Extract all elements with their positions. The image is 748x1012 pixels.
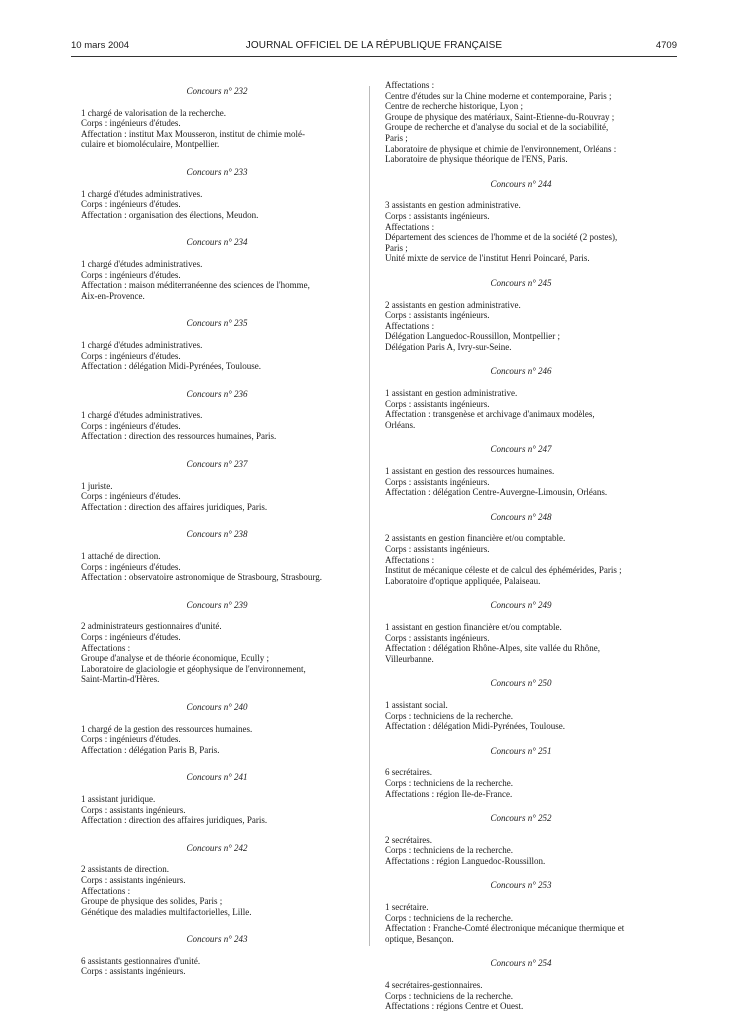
concours-block [375,444,667,511]
concours-text-line: Groupe de physique des matériaux, Saint-Etienne-du-Rouvray ; [385,111,615,122]
concours-text-line: 2 assistants en gestion financière et/ou comptable. [385,533,566,544]
block-spacer [375,799,667,813]
concours-text-line: Affectation : direction des ressources humaines, Paris. [81,431,277,442]
concours-text-line: 1 assistant en gestion financière et/ou comptable. [385,621,562,632]
concours-text-line: Affectations : [385,221,435,232]
concours-text-line: Corps : ingénieurs d'études. [81,269,181,280]
concours-block [71,843,363,935]
concours-title: Concours n° 233 [186,166,248,177]
concours-text-line: Affectations : [81,885,131,896]
concours-title: Concours n° 241 [186,772,248,783]
concours-block [375,366,667,444]
block-spacer [71,755,363,772]
concours-text-line: Corps : techniciens de la recherche. [385,777,513,788]
column-divider [369,86,370,946]
concours-text-line: Génétique des maladies multifactorielles, Lille. [81,906,252,917]
right-column [375,80,667,1012]
page-header [71,40,677,54]
concours-block [375,179,667,278]
concours-text-line: 1 chargé d'études administratives. [81,188,203,199]
concours-text-line: 1 juriste. [81,480,113,491]
block-spacer [375,944,667,958]
concours-text-line: Laboratoire d'optique appliquée, Palaiseau. [385,575,541,586]
concours-text-line: Affectations : [81,642,131,653]
concours-text-line: Affectation : direction des affaires juridiques, Paris. [81,815,268,826]
block-spacer [375,165,667,179]
concours-text-line: Aix-en-Provence. [81,290,145,301]
block-spacer [375,352,667,366]
concours-block [375,958,667,1011]
concours-text-line: Affectation : institut Max Mousseron, institut de chimie molé- [81,128,306,139]
concours-text-line: Affectation : direction des affaires juridiques, Paris. [81,501,268,512]
concours-text-line: Corps : ingénieurs d'études. [81,199,181,210]
concours-block [375,80,667,179]
concours-block [375,600,667,678]
concours-block [375,746,667,813]
concours-text-line: 2 assistants de direction. [81,864,169,875]
block-spacer [71,583,363,600]
concours-block [71,772,363,842]
concours-text-line: Affectation : Franche-Comté électronique mécanique thermique et [385,923,625,934]
concours-text-line: 6 assistants gestionnaires d'unité. [81,955,201,966]
concours-text-line: Corps : ingénieurs d'études. [81,350,181,361]
concours-block [71,389,363,459]
concours-text-line: 1 chargé de valorisation de la recherche. [81,107,227,118]
concours-title: Concours n° 252 [490,813,552,824]
concours-block [71,86,363,167]
block-spacer [71,372,363,389]
concours-text-line: Corps : ingénieurs d'études. [81,561,181,572]
concours-text-line: Centre d'études sur la Chine moderne et contemporaine, Paris ; [385,90,612,101]
concours-text-line: 2 secrétaires. [385,834,432,845]
concours-text-line: Affectations : région Ile-de-France. [385,788,513,799]
concours-title: Concours n° 245 [490,277,552,288]
concours-text-line: Corps : assistants ingénieurs. [385,476,490,487]
concours-title: Concours n° 253 [490,880,552,891]
left-column [71,86,363,977]
concours-title: Concours n° 242 [186,842,248,853]
concours-title: Concours n° 254 [490,958,552,969]
concours-text-line: Corps : techniciens de la recherche. [385,845,513,856]
concours-text-line: 1 assistant en gestion administrative. [385,388,518,399]
block-spacer [375,264,667,278]
concours-text-line: 1 assistant social. [385,699,448,710]
concours-text-line: Corps : assistants ingénieurs. [385,632,490,643]
concours-text-line: Affectation : délégation Rhône-Alpes, site vallée du Rhône, [385,643,601,654]
concours-text-line: Affectations : région Languedoc-Roussillon. [385,855,546,866]
block-spacer [375,430,667,444]
concours-title: Concours n° 235 [186,318,248,329]
concours-text-line: Affectation : maison méditerranéenne des sciences de l'homme, [81,280,310,291]
concours-title: Concours n° 238 [186,529,248,540]
concours-text-line: Laboratoire de physique théorique de l'ENS, Paris. [385,154,568,165]
concours-title: Concours n° 248 [490,511,552,522]
concours-text-line: Affectations : [385,320,435,331]
concours-text-line: Corps : ingénieurs d'études. [81,118,181,129]
concours-block [71,459,363,529]
concours-text-line: Corps : techniciens de la recherche. [385,990,513,1001]
concours-text-line: Délégation Paris A, Ivry-sur-Seine. [385,341,512,352]
block-spacer [71,826,363,843]
concours-block [71,318,363,388]
concours-text-line: Affectation : transgenèse et archivage d'animaux modèles, [385,409,595,420]
concours-text-line: optique, Besançon. [385,933,454,944]
concours-text-line: 1 assistant en gestion des ressources humaines. [385,466,555,477]
concours-title: Concours n° 246 [490,366,552,377]
concours-text-line: Corps : ingénieurs d'études. [81,420,181,431]
block-spacer [71,685,363,702]
concours-text-line: Affectation : organisation des élections, Meudon. [81,209,259,220]
concours-text-line: 1 chargé d'études administratives. [81,410,203,421]
concours-text-line: Affectations : [385,554,435,565]
concours-block [375,813,667,880]
concours-block [375,278,667,367]
concours-text-line: Groupe de recherche et d'analyse du social et de la sociabilité, [385,122,609,133]
concours-title: Concours n° 243 [186,934,248,945]
block-spacer [71,220,363,237]
block-spacer [71,917,363,934]
header-journal-title: JOURNAL OFFICIEL DE LA RÉPUBLIQUE FRANÇAISE [245,40,503,51]
block-spacer [71,442,363,459]
concours-text-line: Corps : assistants ingénieurs. [81,804,186,815]
concours-text-line: 1 assistant juridique. [81,793,156,804]
block-spacer [375,664,667,678]
block-spacer [375,586,667,600]
concours-text-line: Centre de recherche historique, Lyon ; [385,101,523,112]
concours-text-line: Corps : assistants ingénieurs. [385,544,490,554]
concours-text-line: Corps : ingénieurs d'études. [81,491,181,502]
concours-text-line: 1 chargé d'études administratives. [81,339,203,350]
concours-text-line: Corps : assistants ingénieurs. [81,966,186,977]
concours-block [375,512,667,601]
concours-text-line: Unité mixte de service de l'institut Henri Poincaré, Paris. [385,253,590,264]
concours-text-line: Délégation Languedoc-Roussillon, Montpellier ; [385,331,560,342]
concours-text-line: 4 secrétaires-gestionnaires. [385,980,483,991]
concours-text-line: 3 assistants en gestion administrative. [385,200,521,211]
concours-text-line: Affectation : délégation Centre-Auvergne-Limousin, Orléans. [385,487,608,498]
concours-title: Concours n° 250 [490,678,552,689]
concours-text-line: Département des sciences de l'homme et de la société (2 postes), [385,232,618,243]
concours-text-line: Corps : assistants ingénieurs. [385,310,490,321]
concours-title: Concours n° 247 [490,444,552,455]
concours-title: Concours n° 234 [186,237,248,248]
concours-text-line: Affectations : [385,80,435,90]
concours-text-line: 2 assistants en gestion administrative. [385,299,521,310]
concours-text-line: Affectation : observatoire astronomique de Strasbourg, Strasbourg. [81,572,322,583]
concours-title: Concours n° 244 [490,178,552,189]
concours-block [71,167,363,237]
concours-text-line: 6 secrétaires. [385,767,432,778]
concours-text-line: Laboratoire de physique et chimie de l'environnement, Orléans : [385,143,617,154]
concours-text-line: Affectation : délégation Midi-Pyrénées, Toulouse. [385,721,565,732]
concours-block [375,880,667,958]
concours-text-line: Corps : assistants ingénieurs. [385,398,490,409]
header-date: 10 mars 2004 [71,40,130,51]
concours-text-line: Corps : assistants ingénieurs. [81,874,186,885]
concours-block [71,237,363,318]
block-spacer [375,866,667,880]
header-page-number: 4709 [655,40,677,51]
concours-text-line: Villeurbanne. [385,653,434,664]
concours-title: Concours n° 232 [186,86,248,96]
concours-text-line: Paris ; [385,132,408,143]
concours-text-line: Laboratoire de glaciologie et géophysique de l'environnement, [81,663,306,674]
concours-title: Concours n° 237 [186,459,248,470]
concours-text-line: Affectation : délégation Paris B, Paris. [81,744,220,755]
concours-title: Concours n° 240 [186,701,248,712]
concours-text-line: Corps : ingénieurs d'études. [81,632,181,642]
concours-text-line: Corps : ingénieurs d'études. [81,734,181,745]
concours-text-line: Orléans. [385,419,416,430]
concours-text-line: Groupe de physique des solides, Paris ; [81,896,223,907]
concours-block [375,678,667,745]
concours-text-line: Corps : assistants ingénieurs. [385,210,490,221]
concours-text-line: Groupe d'analyse et de théorie économique, Ecully ; [81,653,270,664]
concours-title: Concours n° 236 [186,388,248,399]
concours-text-line: Corps : techniciens de la recherche. [385,710,513,721]
concours-text-line: 1 secrétaire. [385,902,429,913]
block-spacer [71,512,363,529]
concours-text-line: 1 chargé de la gestion des ressources humaines. [81,723,253,734]
concours-text-line: 2 administrateurs gestionnaires d'unité. [81,621,222,632]
concours-block [71,529,363,599]
concours-text-line: Paris ; [385,242,408,253]
concours-title: Concours n° 249 [490,600,552,611]
concours-block [71,934,363,977]
concours-title: Concours n° 239 [186,599,248,610]
concours-title: Concours n° 251 [490,745,552,756]
concours-text-line: Institut de mécanique céleste et de calcul des éphémérides, Paris ; [385,565,622,576]
concours-text-line: Corps : techniciens de la recherche. [385,912,513,923]
header-rule [71,56,677,57]
block-spacer [375,498,667,512]
block-spacer [375,732,667,746]
concours-text-line: 1 attaché de direction. [81,551,161,562]
concours-text-line: Affectations : régions Centre et Ouest. [385,1001,524,1012]
concours-block [71,600,363,702]
concours-text-line: Affectation : délégation Midi-Pyrénées, Toulouse. [81,361,261,372]
concours-text-line: 1 chargé d'études administratives. [81,258,203,269]
block-spacer [71,301,363,318]
concours-text-line: Saint-Martin-d'Hères. [81,674,160,685]
block-spacer [71,150,363,167]
concours-block [71,702,363,772]
concours-text-line: culaire et biomoléculaire, Montpellier. [81,139,220,150]
